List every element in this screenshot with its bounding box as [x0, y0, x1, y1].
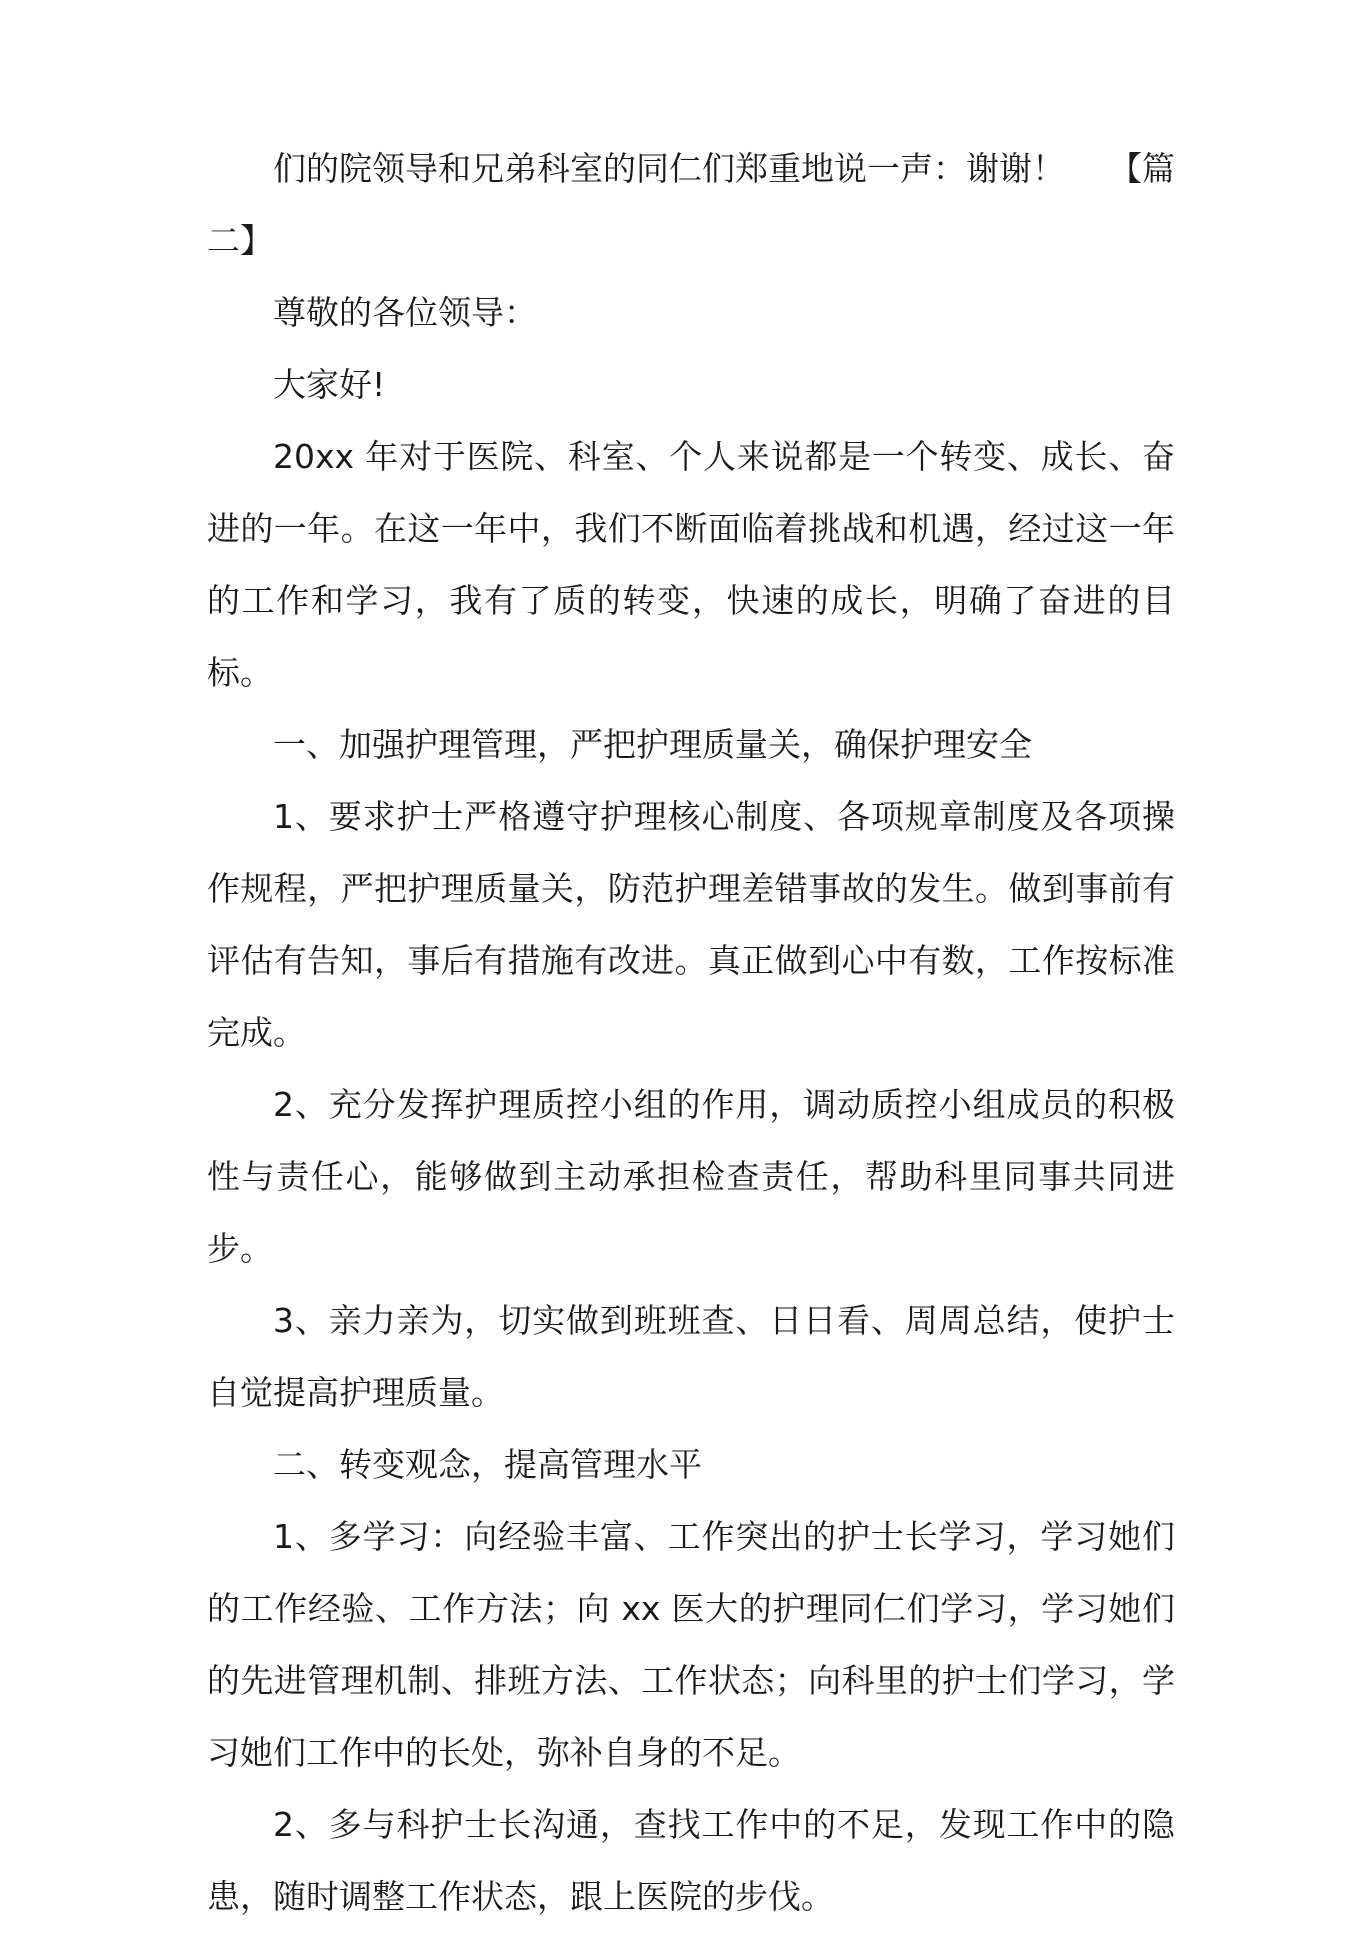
paragraph-item-1-1: 1、要求护士严格遵守护理核心制度、各项规章制度及各项操作规程，严把护理质量关，防范护理差错事故的发生。做到事前有评估有告知，事后有措施有改进。真正做到心中有数，工作按标准完成。: [207, 797, 1175, 1052]
paragraph-continuation: [207, 133, 1175, 205]
salutation: 尊敬的各位领导：: [273, 293, 537, 332]
document-body: [207, 133, 1175, 1933]
heading-section-2: 二、转变观念，提高管理水平: [273, 1445, 702, 1484]
paragraph-item-2-2: 2、多与科护士长沟通，查找工作中的不足，发现工作中的隐患，随时调整工作状态，跟上医院的步伐。: [207, 1805, 1175, 1916]
section-tag-start: 【篇: [1109, 149, 1175, 188]
paragraph-item-2-1: 1、多学习：向经验丰富、工作突出的护士长学习，学习她们的工作经验、工作方法；向 xx 医大的护理同仁们学习，学习她们的先进管理机制、排班方法、工作状态；向科里的护士们学习，学习她们工作中的长处，弥补自身的不足。: [207, 1517, 1175, 1772]
paragraph-item-1-2: 2、充分发挥护理质控小组的作用，调动质控小组成员的积极性与责任心，能够做到主动承担检查责任，帮助科里同事共同进步。: [207, 1085, 1175, 1268]
section-tag-end: 二】: [207, 221, 273, 260]
paragraph-item-1-3: 3、亲力亲为，切实做到班班查、日日看、周周总结，使护士自觉提高护理质量。: [207, 1301, 1175, 1412]
paragraph-text: 们的院领导和兄弟科室的同仁们郑重地说一声：谢谢！: [273, 149, 1065, 188]
heading-section-1: 一、加强护理管理，严把护理质量关，确保护理安全: [273, 725, 1032, 764]
paragraph-intro: 20xx 年对于医院、科室、个人来说都是一个转变、成长、奋进的一年。在这一年中，我们不断面临着挑战和机遇，经过这一年的工作和学习，我有了质的转变，快速的成长，明确了奋进的目标。: [207, 437, 1175, 692]
greeting: 大家好!: [273, 365, 386, 404]
